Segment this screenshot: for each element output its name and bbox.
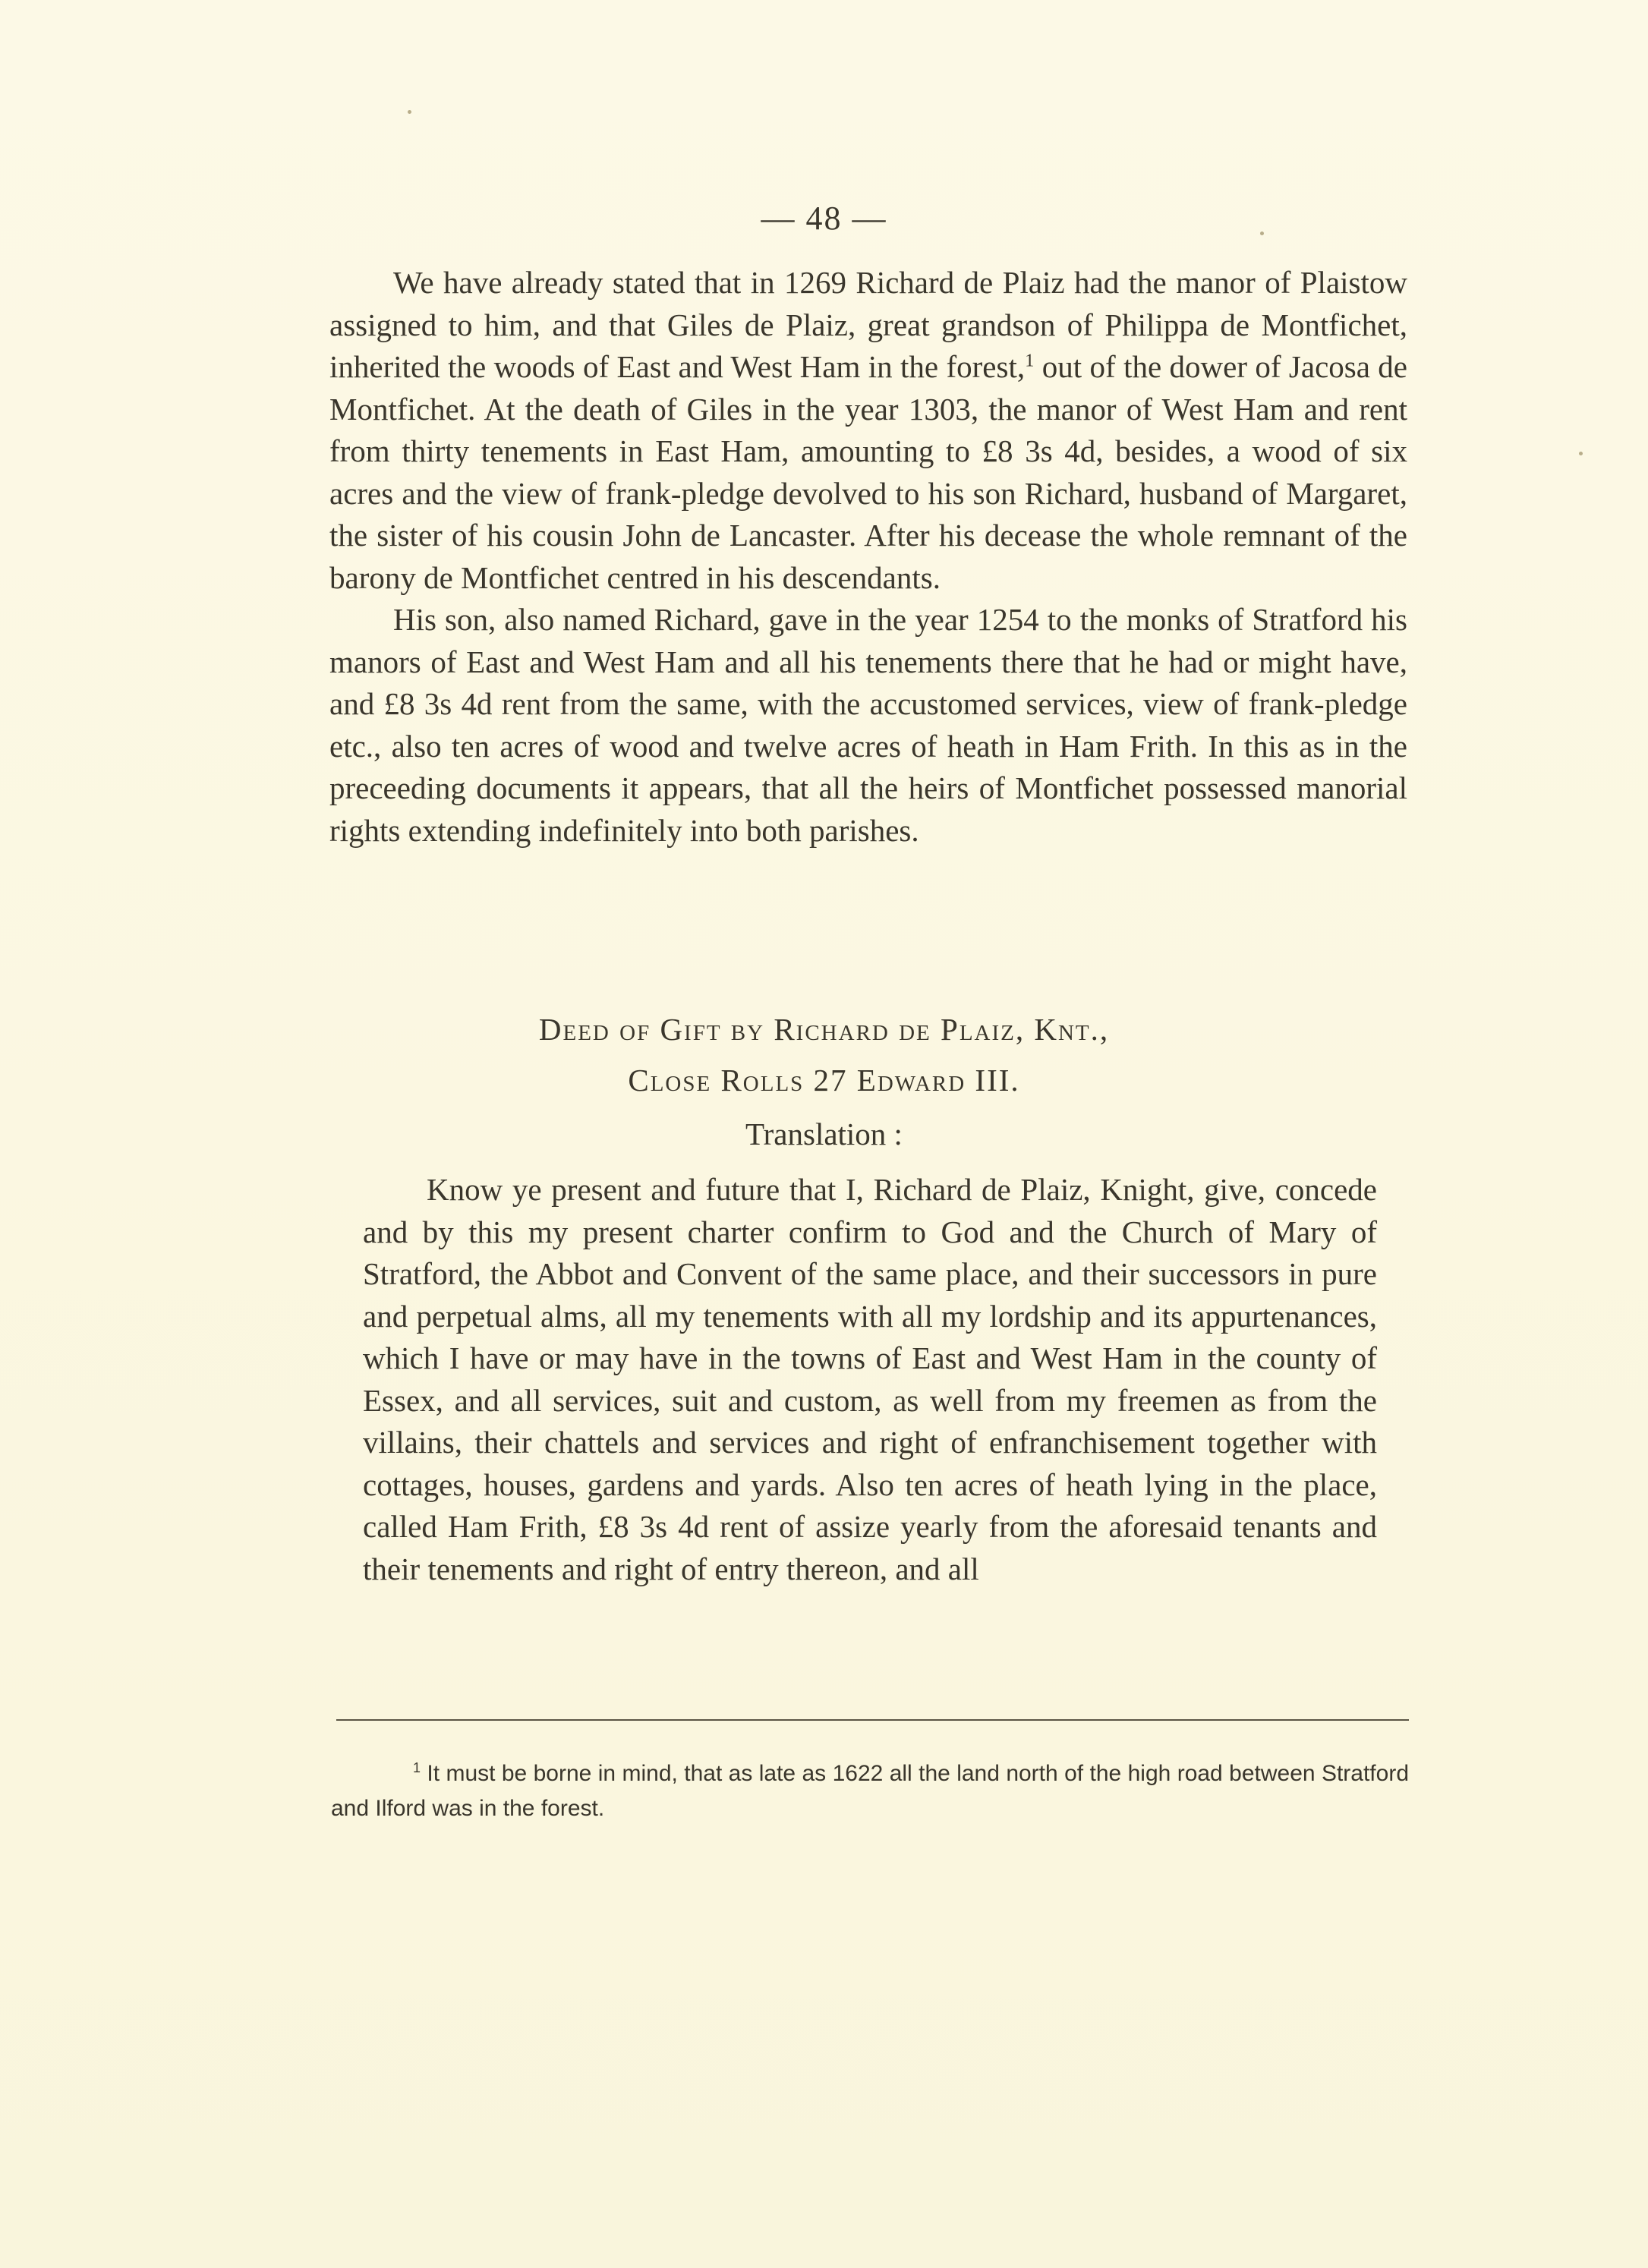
paper-speck: [1579, 452, 1583, 455]
paragraph-1-text-b: out of the dower of Jacosa de Montfichet. At the death of Giles in the year 1303, the manor of West Ham and rent from thirty tenements in East Ham, amounting to £8 3s 4d, besides, a wood of six acres and the view of frank-pledge devolved to his son Richard, husband of Margaret, the sister of his cousin John de Lancaster. After his decease the whole remnant of the barony de Montfichet centred in his descendants.: [329, 349, 1408, 595]
footnote-text: It must be borne in mind, that as late as 1622 all the land north of the high road between Stratford and Ilford was in the forest.: [331, 1761, 1409, 1821]
body-text: [329, 262, 1407, 852]
deed-translation-text: Know ye present and future that I, Richard de Plaiz, Knight, give, concede and by this my present charter confirm to God and the Church of Mary of Stratford, the Abbot and Convent of the same place, and their successors in pure and perpetual alms, all my tenements with all my lordship and its appurtenances, which I have or may have in the towns of East and West Ham in the county of Essex, and all services, suit and custom, as well from my freemen as from the villains, their chattels and services and right of enfranchisement together with cottages, houses, gardens and yards. Also ten acres of heath lying in the place, called Ham Frith, £8 3s 4d rent of assize yearly from the aforesaid tenants and their tenements and right of entry thereon, and all: [363, 1172, 1377, 1586]
paragraph-1: [329, 262, 1407, 599]
paper-speck: [408, 110, 411, 114]
deed-heading: Deed of Gift by Richard de Plaiz, Knt.,: [538, 1012, 1110, 1047]
paper-speck: [1260, 232, 1264, 235]
translation-label: Translation :: [745, 1117, 903, 1151]
page-number: — 48 —: [761, 200, 887, 237]
footnote-reference: 1: [1025, 350, 1035, 371]
footnote-marker: 1: [413, 1760, 421, 1775]
paragraph-1-text-a: We have already stated that in 1269 Richard de Plaiz had the manor of Plaistow assigned to him, and that Giles de Plaiz, great grandson of Philippa de Montfichet, inherited the woods of East and West Ham in the forest,: [329, 265, 1407, 384]
deed-subheading: Close Rolls 27 Edward III.: [628, 1063, 1020, 1098]
footnote: [331, 1756, 1409, 1826]
footnote-divider: [336, 1719, 1409, 1721]
paragraph-2: His son, also named Richard, gave in the year 1254 to the monks of Stratford his manors of East and West Ham and all his tenements there that he had or might have, and £8 3s 4d rent from the same, with the accustomed services, view of frank-pledge etc., also ten acres of wood and twelve acres of heath in Ham Frith. In this as in the preceeding documents it appears, that all the heirs of Montfichet possessed manorial rights extending indefinitely into both parishes.: [329, 602, 1407, 848]
